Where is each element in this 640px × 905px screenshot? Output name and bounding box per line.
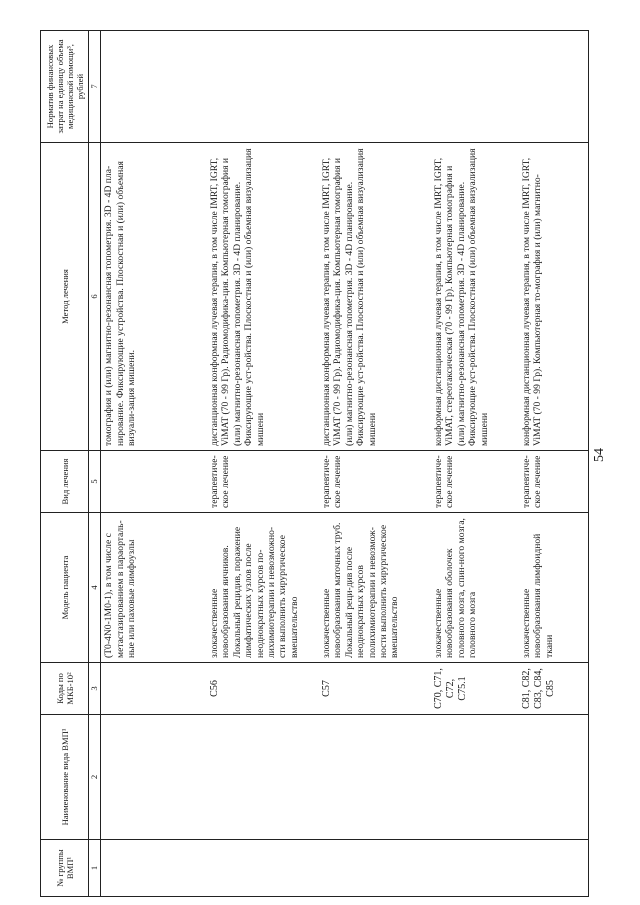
treatment-table <box>40 30 589 897</box>
cell-patient-model: злокачественные новообразования яичников. Локальный рецидив, поражение лимфатических узлов после неоднократных курсов по-лихимиотерапии и невозможно-сти выполнить хирургическое вмешательство <box>207 513 319 663</box>
col-number: 1 <box>89 840 101 897</box>
cell-group <box>319 840 431 897</box>
col-header-cost-standard: Норматив финансовых затрат на единицу объема медицинской помощи³, рублей <box>41 31 89 143</box>
cell-vmp-name <box>431 715 519 840</box>
cell-treatment-method: конформная дистанционная лучевая терапия, в том числе IMRT, IGRT, ViMAT (70 - 99 Гр). Компьютерная то-мография и (или) магнитно- <box>519 143 589 451</box>
table-row <box>207 31 319 897</box>
cell-treatment-method: дистанционная конформная лучевая терапия, в том числе IMRT, IGRT, ViMAT (70 - 99 Гр). Радиомодифика-ция. Компьютерная томография и (или) магнитно-резонансная топометрия. 3D - 4D планирование. Фиксирующие уст-ройства. Плоскостная и (или) объемная визуализация мишени <box>319 143 431 451</box>
cell-group <box>519 840 589 897</box>
cell-cost <box>319 31 431 143</box>
col-number: 6 <box>89 143 101 451</box>
cell-treatment-method: дистанционная конформная лучевая терапия, в том числе IMRT, IGRT, ViMAT (70 - 99 Гр). Радиомодифика-ция. Компьютерная томография и (или) магнитно-резонансная топометрия. 3D - 4D планирование. Фиксирующие уст-ройства. Плоскостная и (или) объемная визуализация мишени <box>207 143 319 451</box>
cell-icd-codes: C57 <box>319 663 431 715</box>
table-row <box>319 31 431 897</box>
cell-treatment-type: терапевтиче-ское лечение <box>431 451 519 513</box>
cell-treatment-type: терапевтиче-ское лечение <box>519 451 589 513</box>
cell-vmp-name <box>319 715 431 840</box>
col-header-patient-model: Модель пациента <box>41 513 89 663</box>
col-number: 5 <box>89 451 101 513</box>
cell-cost <box>431 31 519 143</box>
cell-cost <box>101 31 207 143</box>
cell-cost <box>207 31 319 143</box>
col-header-icd-codes: Коды по МКБ-10² <box>41 663 89 715</box>
table-row <box>519 31 589 897</box>
cell-patient-model: злокачественные новообразования оболочек головного мозга, спин-ного мозга, головного мозга <box>431 513 519 663</box>
cell-icd-codes: C56 <box>207 663 319 715</box>
cell-group <box>101 840 207 897</box>
cell-treatment-method: томография и (или) магнитно-резонансная топометрия. 3D - 4D пла-нирование. Фиксирующие устройства. Плоскостная и (или) объемная визуали-зация мишени. <box>101 143 207 451</box>
col-number: 3 <box>89 663 101 715</box>
col-header-treatment-type: Вид лечения <box>41 451 89 513</box>
cell-vmp-name <box>207 715 319 840</box>
cell-group <box>431 840 519 897</box>
table-row <box>431 31 519 897</box>
cell-treatment-type <box>101 451 207 513</box>
cell-treatment-method: конформная дистанционная лучевая терапия, в том числе IMRT, IGRT, ViMAT, стереотаксическая (70 - 99 Гр). Компьютерная томография и (или) магнитно-резонансная топометрия. 3D - 4D планирование. Фиксирующие уст-ройства. Плоскостная и (или) объемная визуализация мишени <box>431 143 519 451</box>
cell-icd-codes <box>101 663 207 715</box>
col-header-group: № группы ВМП¹ <box>41 840 89 897</box>
column-number-row <box>89 31 101 897</box>
cell-vmp-name <box>101 715 207 840</box>
col-number: 2 <box>89 715 101 840</box>
col-header-treatment-method: Метод лечения <box>41 143 89 451</box>
col-header-vmp-name: Наименование вида ВМП¹ <box>41 715 89 840</box>
col-number: 7 <box>89 31 101 143</box>
cell-patient-model: (T0-4N0-1M0-1), в том числе с метастазированием в параорталь-ные или паховые лимфоузлы <box>101 513 207 663</box>
cell-cost <box>519 31 589 143</box>
cell-icd-codes: C70, C71, C72, C75.1 <box>431 663 519 715</box>
col-number: 4 <box>89 513 101 663</box>
cell-patient-model: злокачественные новообразования маточных труб. Локальный реци-див после неоднократных курсов полихимиотерапии и невозмож-ности выполнить хирургическое вмешательство <box>319 513 431 663</box>
table-row <box>101 31 207 897</box>
cell-treatment-type: терапевтиче-ское лечение <box>207 451 319 513</box>
cell-patient-model: злокачественные новообразования лимфоидной ткани <box>519 513 589 663</box>
cell-treatment-type: терапевтиче-ское лечение <box>319 451 431 513</box>
header-row <box>41 31 89 897</box>
page-number: 54 <box>592 448 607 462</box>
cell-vmp-name <box>519 715 589 840</box>
cell-group <box>207 840 319 897</box>
cell-icd-codes: C81, C82, C83, C84, C85 <box>519 663 589 715</box>
